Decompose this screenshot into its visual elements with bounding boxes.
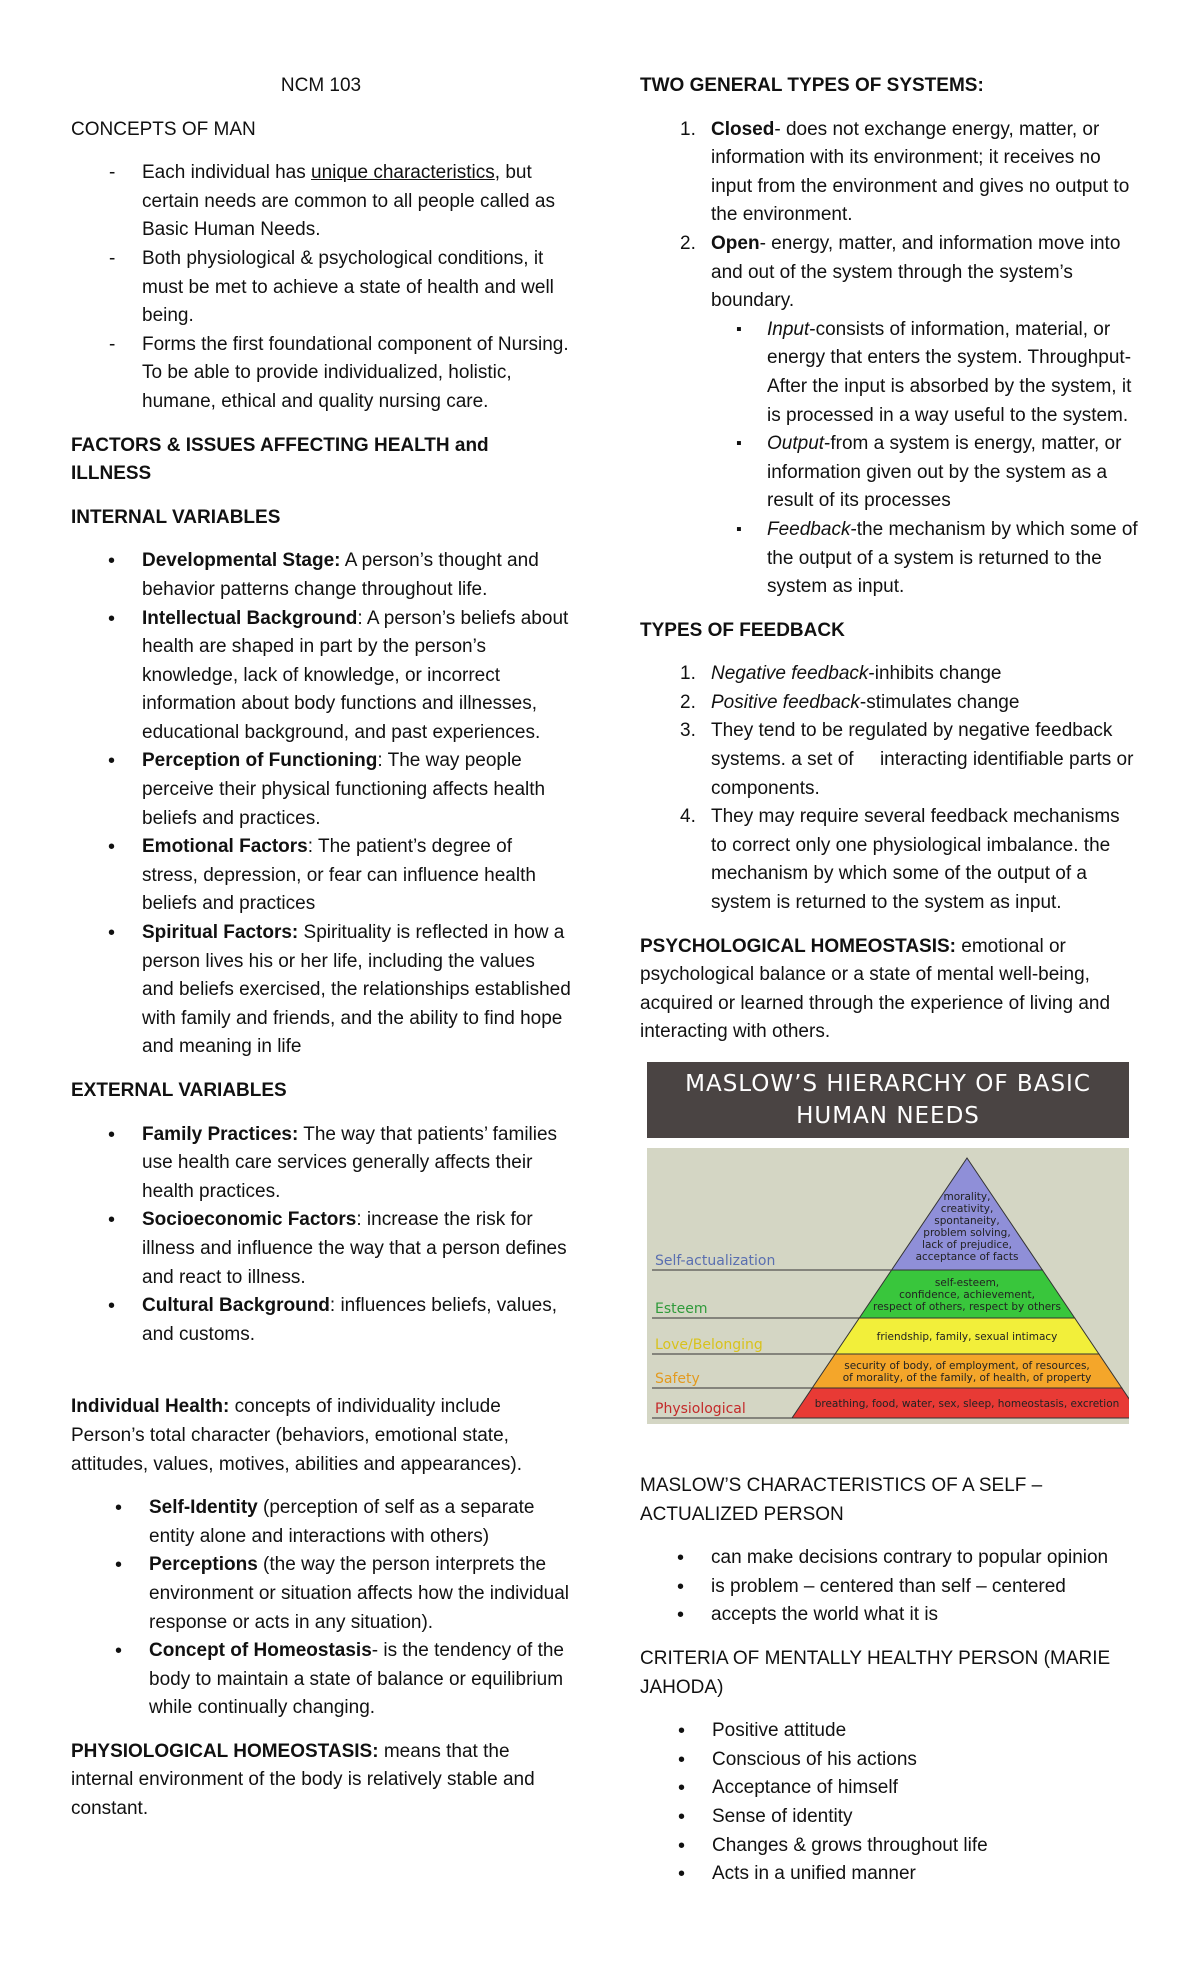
list-item: • Concept of Homeostasis- is the tendency of the body to maintain a state of balance or equilibrium while continually changing. bbox=[71, 1637, 571, 1723]
external-list bbox=[71, 1121, 571, 1350]
feedback-heading: TYPES OF FEEDBACK bbox=[640, 619, 845, 641]
list-item: • Self-Identity (perception of self as a separate entity alone and interactions with others) bbox=[71, 1494, 571, 1551]
level-label: Self-actualization bbox=[655, 1253, 776, 1269]
level-label: Love/Belonging bbox=[655, 1337, 763, 1353]
level-description: acceptance of facts bbox=[915, 1251, 1019, 1263]
list-item: 4. They may require several feedback mechanisms to correct only one physiological imbalance. the mechanism by which some of the output of a system is returned to the system as input. bbox=[680, 806, 1120, 914]
list-item: ▪ Feedback-the mechanism by which some of the output of a system is returned to the system as input. bbox=[640, 516, 1140, 602]
list-item: - Each individual has unique characteristics, but certain needs are common to all people called as Basic Human Needs. bbox=[71, 159, 571, 245]
list-item: • Perceptions (the way the person interprets the environment or situation affects how the individual response or acts in any situation). bbox=[71, 1551, 571, 1637]
list-item: • Acts in a unified manner bbox=[640, 1860, 1140, 1889]
level-description: morality, bbox=[943, 1191, 991, 1203]
list-item: • Perception of Functioning: The way people perceive their physical functioning affects health beliefs and practices. bbox=[71, 747, 571, 833]
right-column bbox=[640, 72, 1140, 1889]
internal-heading: INTERNAL VARIABLES bbox=[71, 506, 281, 528]
level-description: respect of others, respect by others bbox=[873, 1301, 1061, 1313]
factors-heading: FACTORS & ISSUES AFFECTING HEALTH and ILLNESS bbox=[71, 434, 489, 485]
maslow-pyramid bbox=[647, 1148, 1129, 1424]
list-item: 3. They tend to be regulated by negative feedback systems. a set of interacting identifiable parts or components. bbox=[680, 720, 1139, 799]
feedback-list bbox=[640, 660, 1140, 917]
psych-homeostasis-paragraph: PSYCHOLOGICAL HOMEOSTASIS: emotional or psychological balance or a state of mental well-being, acquired or learned through the experience of living and interacting with others. bbox=[640, 935, 1111, 1043]
list-item: - Both physiological & psychological conditions, it must be met to achieve a state of health and well being. bbox=[71, 245, 571, 331]
list-item: • accepts the world what it is bbox=[640, 1601, 1140, 1630]
list-item: • Socioeconomic Factors: increase the risk for illness and influence the way that a person defines and react to illness. bbox=[71, 1206, 571, 1292]
level-description: security of body, of employment, of resources, bbox=[844, 1360, 1090, 1372]
level-description: friendship, family, sexual intimacy bbox=[876, 1331, 1058, 1343]
level-description: problem solving, bbox=[923, 1227, 1011, 1239]
list-item: • Positive attitude bbox=[640, 1717, 1140, 1746]
open-system-sublist bbox=[640, 316, 1140, 602]
list-item: • Changes & grows throughout life bbox=[640, 1832, 1140, 1861]
external-heading: EXTERNAL VARIABLES bbox=[71, 1080, 287, 1101]
maslow-pyramid-panel bbox=[647, 1148, 1129, 1424]
list-item: • Conscious of his actions bbox=[640, 1746, 1140, 1775]
self-actualized-heading: MASLOW’S CHARACTERISTICS OF A SELF – ACTUALIZED PERSON bbox=[640, 1475, 1043, 1525]
level-description: of morality, of the family, of health, of property bbox=[842, 1372, 1092, 1384]
jahoda-list bbox=[640, 1717, 1140, 1889]
left-column bbox=[71, 72, 571, 1824]
concepts-list bbox=[71, 159, 571, 416]
list-item: • Cultural Background: influences beliefs, values, and customs. bbox=[71, 1292, 571, 1349]
list-item: • Family Practices: The way that patients’ families use health care services generally affects their health practices. bbox=[71, 1121, 571, 1207]
self-actualized-list bbox=[640, 1544, 1140, 1630]
level-label: Safety bbox=[655, 1371, 700, 1387]
level-description: creativity, bbox=[940, 1203, 994, 1215]
list-item: ▪ Output-from a system is energy, matter, or information given out by the system as a result of its processes bbox=[640, 430, 1140, 516]
course-title: NCM 103 bbox=[280, 75, 362, 96]
list-item: • is problem – centered than self – centered bbox=[640, 1573, 1140, 1602]
systems-list bbox=[640, 116, 1140, 316]
list-item: 2. Positive feedback-stimulates change bbox=[680, 691, 1020, 713]
list-item: 1. Closed- does not exchange energy, matter, or information with its environment; it receives no input from the environment and gives no output to the environment. bbox=[680, 118, 1130, 226]
level-label: Physiological bbox=[655, 1401, 746, 1417]
concepts-heading: CONCEPTS OF MAN bbox=[71, 118, 256, 140]
individual-list bbox=[71, 1494, 571, 1723]
physiological-homeostasis-paragraph: PHYSIOLOGICAL HOMEOSTASIS: means that the internal environment of the body is relatively stable and constant. bbox=[71, 1740, 535, 1820]
maslow-title: MASLOW’S HIERARCHY OF BASIC HUMAN NEEDS bbox=[647, 1062, 1129, 1138]
systems-heading: TWO GENERAL TYPES OF SYSTEMS: bbox=[640, 75, 984, 96]
jahoda-heading: CRITERIA OF MENTALLY HEALTHY PERSON (MARIE JAHODA) bbox=[640, 1647, 1111, 1698]
maslow-hierarchy-image bbox=[647, 1062, 1129, 1424]
list-item: • Emotional Factors: The patient’s degree of stress, depression, or fear can influence health beliefs and practices bbox=[71, 833, 571, 919]
individual-health-paragraph: Individual Health: concepts of individuality include Person’s total character (behaviors, emotional state, attitudes, values, motives, abilities and appearances). bbox=[71, 1396, 522, 1475]
list-item: • Acceptance of himself bbox=[640, 1774, 1140, 1803]
level-description: breathing, food, water, sex, sleep, homeostasis, excretion bbox=[814, 1398, 1120, 1410]
list-item: 1. Negative feedback-inhibits change bbox=[680, 663, 1002, 685]
level-label: Esteem bbox=[655, 1301, 708, 1317]
list-item: ▪ Input-consists of information, material, or energy that enters the system. Throughput- After the input is absorbed by the system, it is processed in a way useful to the system. bbox=[640, 316, 1140, 430]
list-item: • can make decisions contrary to popular opinion bbox=[640, 1544, 1140, 1573]
list-item: - Forms the first foundational component of Nursing. To be able to provide individualized, holistic, humane, ethical and quality nursing care. bbox=[71, 331, 571, 417]
level-description: self-esteem, bbox=[934, 1277, 1000, 1289]
list-item: 2. Open- energy, matter, and information move into and out of the system through the system’s boundary. bbox=[680, 232, 1121, 312]
level-description: confidence, achievement, bbox=[899, 1289, 1035, 1301]
list-item: • Developmental Stage: A person’s thought and behavior patterns change throughout life. bbox=[71, 547, 571, 604]
level-description: spontaneity, bbox=[934, 1215, 1000, 1227]
level-description: lack of prejudice, bbox=[922, 1239, 1012, 1251]
list-item: • Sense of identity bbox=[640, 1803, 1140, 1832]
internal-list bbox=[71, 547, 571, 1062]
list-item: • Intellectual Background: A person’s beliefs about health are shaped in part by the person’s knowledge, lack of knowledge, or incorrect information about body functions and illnesses, educational background, and past experiences. bbox=[71, 605, 571, 748]
list-item: • Spiritual Factors: Spirituality is reflected in how a person lives his or her life, including the values and beliefs exercised, the relationships established with family and friends, and the ability to find hope and meaning in life bbox=[71, 919, 571, 1062]
